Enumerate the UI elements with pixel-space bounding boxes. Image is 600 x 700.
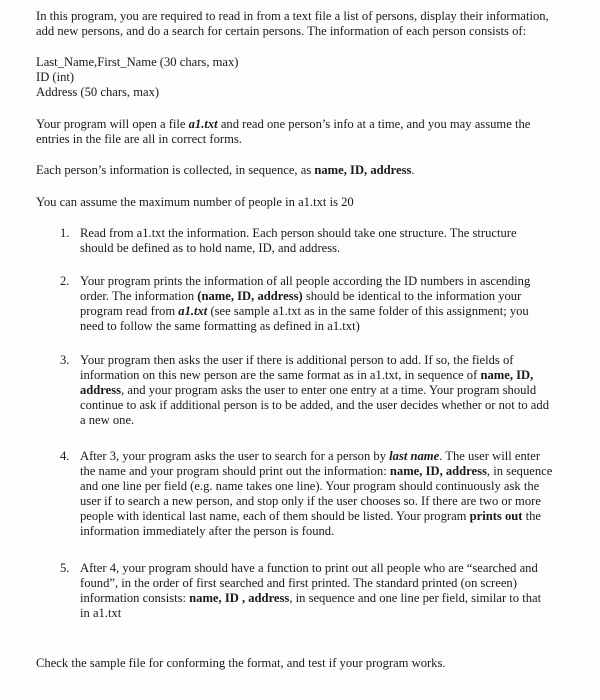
- item-5-line-2: found”, in the order of first searched and first printed. The standard printed (on screen): [80, 576, 517, 590]
- item-2-line-2-post: should be identical to the information your: [302, 289, 522, 303]
- item-number: 1.: [60, 226, 70, 240]
- item-body: [80, 561, 541, 621]
- open-file-line-2: entries in the file are all in correct forms.: [36, 132, 242, 146]
- item-4-line-5: [80, 509, 552, 524]
- item-5-line-3-pre: information consists:: [80, 591, 190, 605]
- item-5-line-4: in a1.txt: [80, 606, 122, 620]
- item-4-line-2-bold: name, ID, address: [389, 464, 487, 478]
- item-4-line-2-pre: the name and your program should print out the information:: [80, 464, 390, 478]
- item-4-last-name: last name: [389, 449, 440, 463]
- item-2-line-3-post: (see sample a1.txt as in the same folder of this assignment; you: [207, 304, 529, 318]
- sequence-pre: Each person’s information is collected, in sequence, as: [36, 163, 315, 177]
- item-2-line-2-bold: (name, ID, address): [197, 289, 303, 303]
- item-4-line-5-post: the: [522, 509, 542, 523]
- item-3-line-5: a new one.: [80, 413, 135, 427]
- fields-list: [36, 55, 239, 100]
- item-3-line-4: continue to ask if additional person is to be added, and the user decides whether or not to add: [80, 398, 549, 412]
- field-address: Address (50 chars, max): [36, 85, 160, 99]
- item-number: 2.: [60, 274, 70, 288]
- item-body: [80, 449, 552, 539]
- item-4-line-1-post: . The user will enter: [439, 449, 541, 463]
- intro-line-2: add new persons, and do a search for certain persons. The information of each person consists of:: [36, 24, 527, 38]
- item-2-line-1: Your program prints the information of all people according the ID numbers in ascending: [80, 274, 531, 288]
- item-4-line-1: [80, 449, 552, 464]
- item-2-file-name: a1.txt: [178, 304, 208, 318]
- item-3-line-2: [80, 368, 549, 383]
- item-3-line-2-bold: name, ID,: [480, 368, 534, 382]
- field-id: ID (int): [36, 70, 75, 84]
- item-number: 4.: [60, 449, 70, 463]
- item-4-line-3: and one line per field (e.g. name takes one line). Your program should continuously ask the: [80, 479, 540, 493]
- item-4-line-2: [80, 464, 552, 479]
- item-number: 5.: [60, 561, 70, 575]
- item-2-line-2-pre: order. The information: [80, 289, 198, 303]
- item-3-line-3: [80, 383, 549, 398]
- intro-line-1: In this program, you are required to read in from a text file a list of persons, display their information,: [36, 9, 549, 23]
- field-name: Last_Name,First_Name (30 chars, max): [36, 55, 239, 69]
- closing-line: Check the sample file for conforming the format, and test if your program works.: [36, 656, 446, 670]
- sequence-post: .: [411, 163, 415, 177]
- item-body: [80, 274, 530, 334]
- open-file-paragraph: [36, 117, 530, 147]
- item-4-line-1-pre: After 3, your program asks the user to search for a person by: [80, 449, 390, 463]
- open-file-pre: Your program will open a file: [36, 117, 189, 131]
- item-1-line-1: Read from a1.txt the information. Each person should take one structure. The structure: [80, 226, 517, 240]
- item-5-line-1: After 4, your program should have a function to print out all people who are “searched and: [80, 561, 538, 575]
- item-4-line-4: user if to search a new person, and stop only if the user chooses so. If there are two or more: [80, 494, 541, 508]
- item-2-line-3-pre: program read from: [80, 304, 179, 318]
- item-4-line-5-pre: people with identical last name, each of them should be listed. Your program: [80, 509, 470, 523]
- closing-paragraph: [36, 656, 446, 671]
- max-people-line: You can assume the maximum number of people in a1.txt is 20: [36, 195, 354, 209]
- item-4-line-5-bold: prints out: [469, 509, 523, 523]
- item-body: [80, 353, 549, 428]
- item-number: 3.: [60, 353, 70, 367]
- item-2-line-2: [80, 289, 530, 304]
- item-5-line-3: [80, 591, 541, 606]
- item-5-line-3-post: , in sequence and one line per field, similar to that: [289, 591, 542, 605]
- item-4-line-2-post: , in sequence: [486, 464, 553, 478]
- sequence-line: [36, 163, 415, 178]
- item-5-line-3-bold: name, ID , address: [189, 591, 290, 605]
- item-body: [80, 226, 517, 256]
- item-3-line-1: Your program then asks the user if there is additional person to add. If so, the fields of: [80, 353, 514, 367]
- max-people-paragraph: [36, 195, 354, 210]
- open-file-post: and read one person’s info at a time, and you may assume the: [217, 117, 531, 131]
- intro-paragraph: [36, 9, 549, 39]
- file-name-a1: a1.txt: [188, 117, 218, 131]
- sequence-bold: name, ID, address: [314, 163, 412, 177]
- item-2-line-3: [80, 304, 530, 319]
- open-file-line-1: [36, 117, 530, 132]
- item-2-line-4: need to follow the same formatting as defined in a1.txt): [80, 319, 360, 333]
- item-1-line-2: should be defined as to hold name, ID, and address.: [80, 241, 341, 255]
- item-3-line-3-bold: address: [80, 383, 122, 397]
- sequence-paragraph: [36, 163, 415, 178]
- item-4-line-6: information immediately after the person is found.: [80, 524, 335, 538]
- item-3-line-2-pre: information on this new person are the same format as in a1.txt, in sequence of: [80, 368, 481, 382]
- item-3-line-3-post: , and your program asks the user to enter one entry at a time. Your program should: [121, 383, 537, 397]
